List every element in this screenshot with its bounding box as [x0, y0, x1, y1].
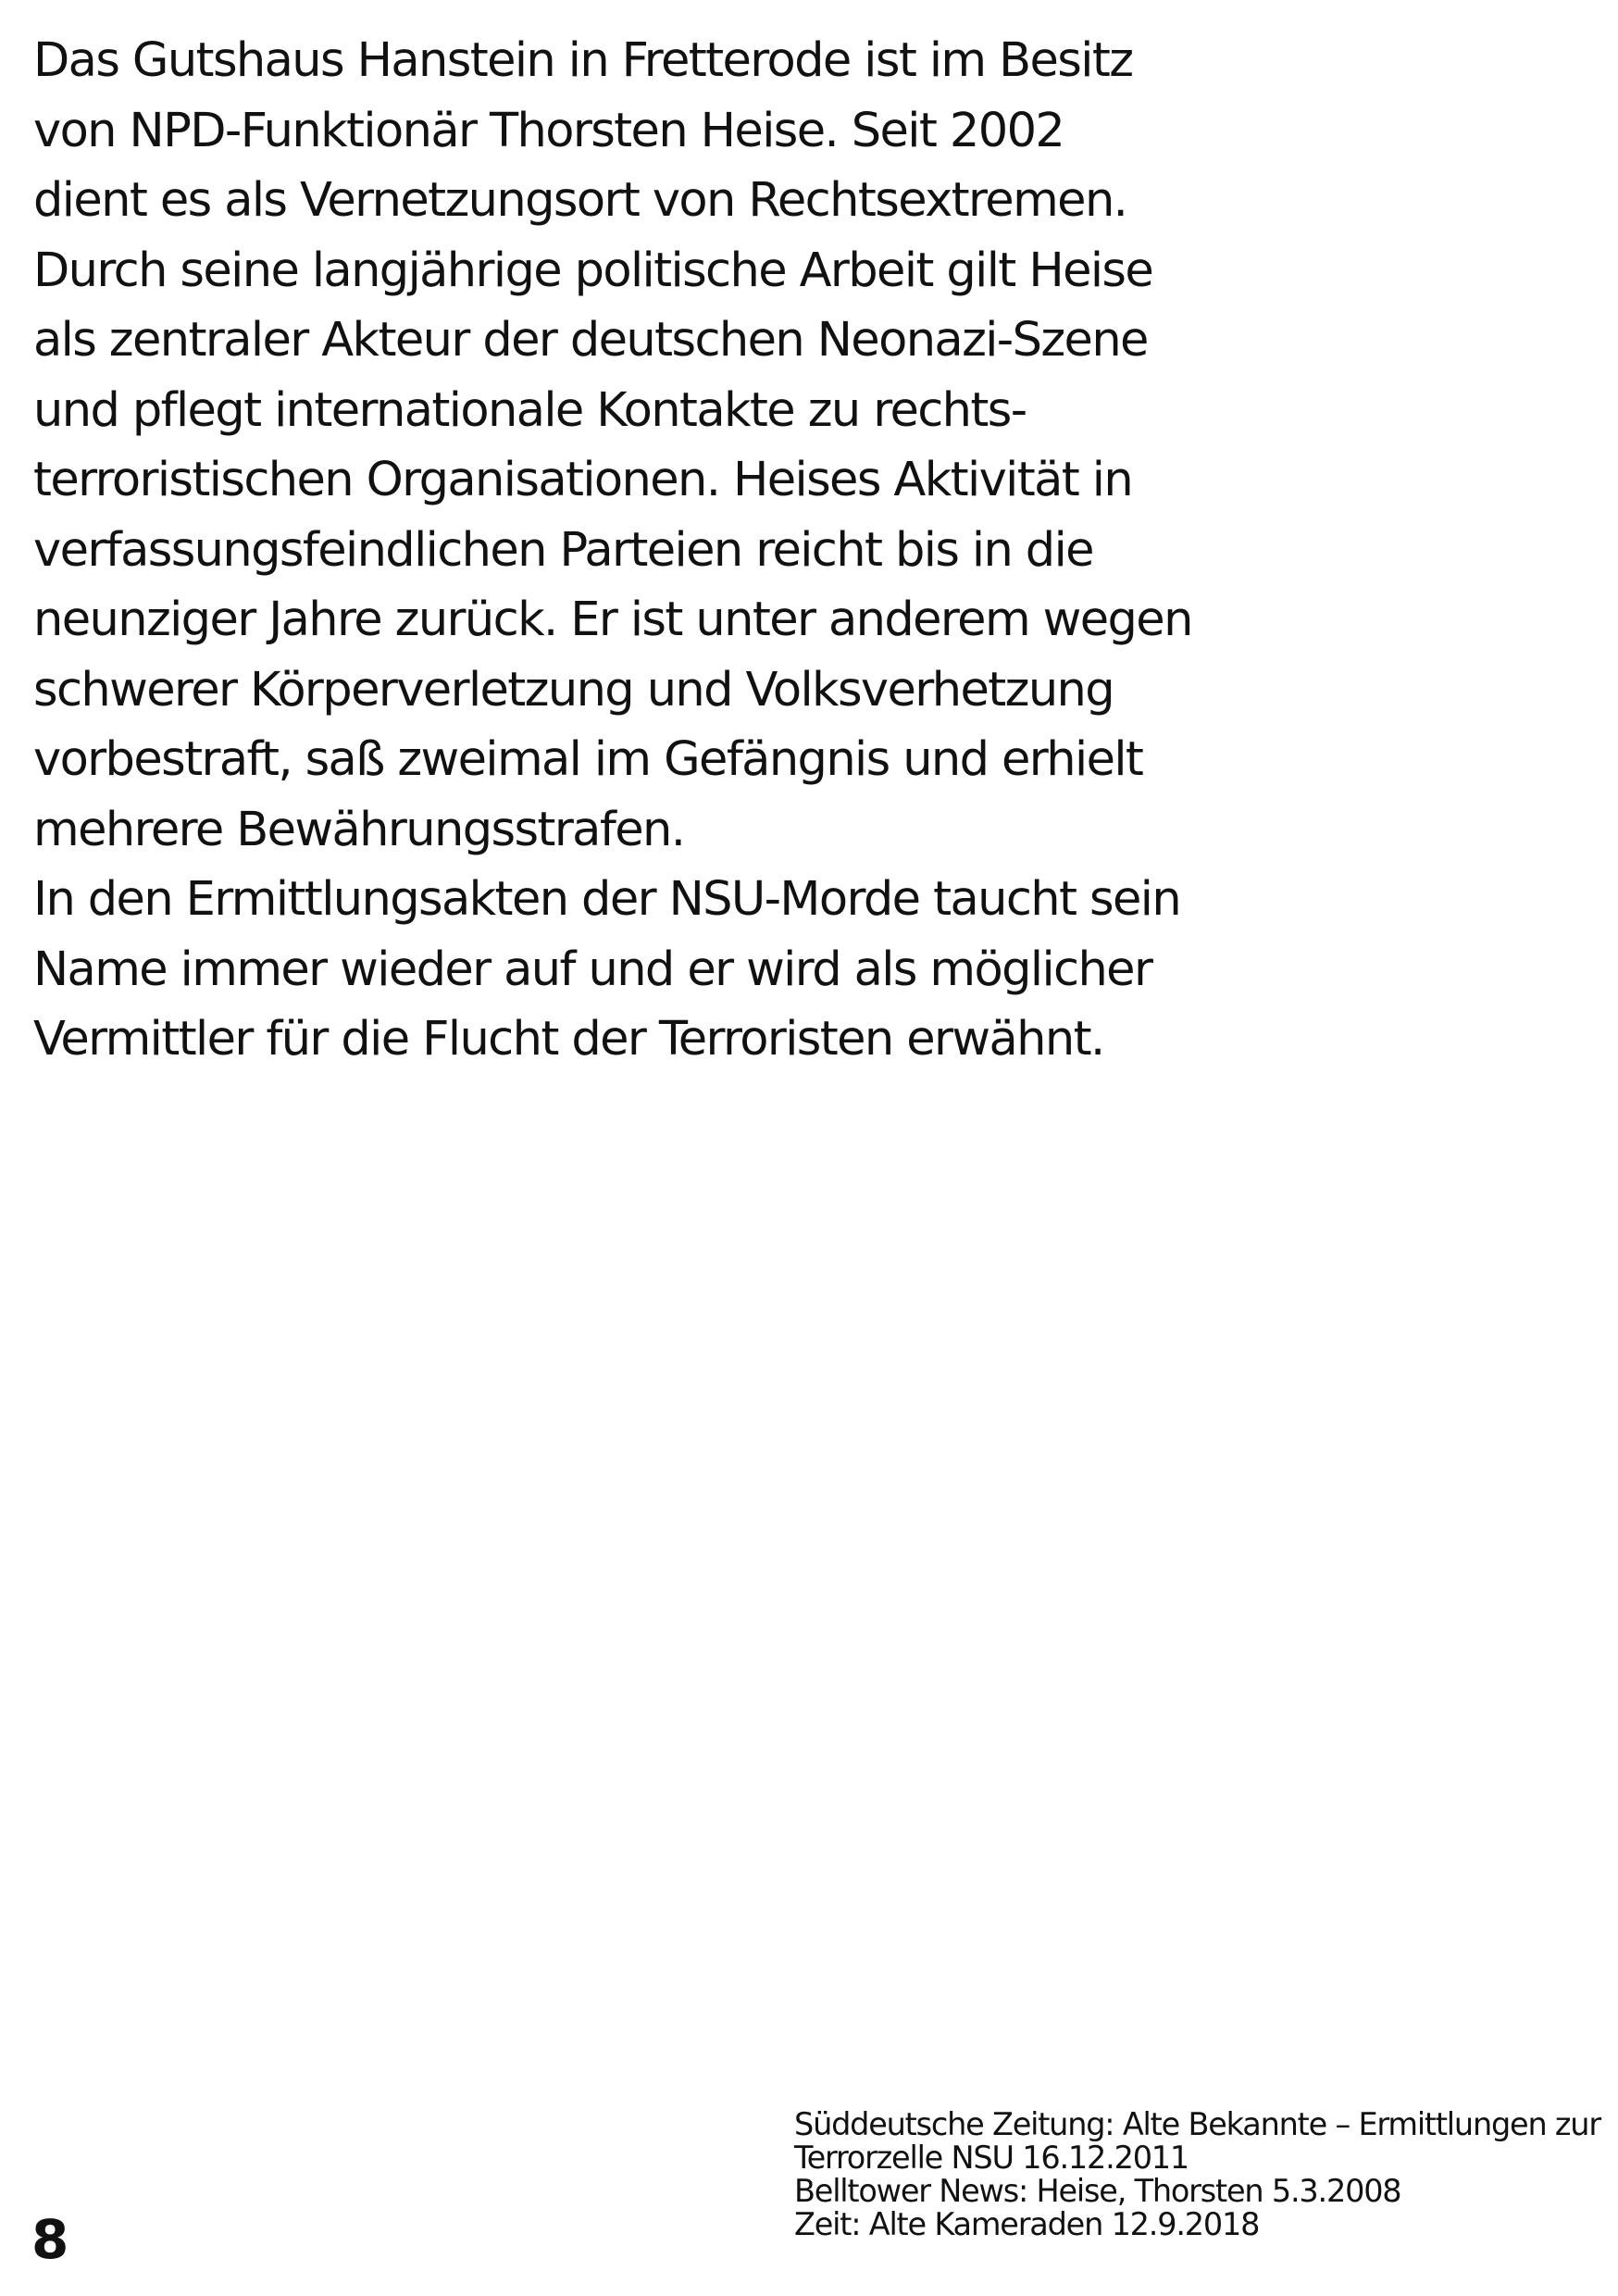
body-line: Das Gutshaus Hanstein in Fretterode ist im Besitz: [33, 33, 1133, 88]
page-number: 8: [31, 2208, 69, 2271]
body-line: neunziger Jahre zurück. Er ist unter anderem wegen: [33, 593, 1192, 647]
body-line: und pflegt internationale Kontakte zu rechts-: [33, 382, 1027, 438]
sources-list: [794, 2108, 1600, 2241]
body-line: verfassungsfeindlichen Parteien reicht bis in die: [33, 522, 1093, 578]
body-line: mehrere Bewährungsstrafen.: [33, 802, 685, 857]
body-line: Durch seine langjährige politische Arbeit gilt Heise: [33, 243, 1153, 298]
body-line: schwerer Körperverletzung und Volksverhetzung: [33, 662, 1114, 718]
source-line: Belltower News: Heise, Thorsten 5.3.2008: [794, 2173, 1401, 2209]
body-line: von NPD-Funktionär Thorsten Heise. Seit 2002: [33, 103, 1064, 158]
body-line: terroristischen Organisationen. Heises Aktivität in: [33, 453, 1133, 507]
body-line: vorbestraft, saß zweimal im Gefängnis und erhielt: [33, 732, 1143, 787]
source-line: Süddeutsche Zeitung: Alte Bekannte – Ermittlungen zur: [794, 2106, 1600, 2142]
body-text: [33, 26, 1192, 1075]
body-line: als zentraler Akteur der deutschen Neonazi-Szene: [33, 313, 1148, 368]
source-line: Terrorzelle NSU 16.12.2011: [794, 2140, 1189, 2176]
source-line: Zeit: Alte Kameraden 12.9.2018: [794, 2206, 1260, 2242]
body-line: Vermittler für die Flucht der Terroristen erwähnt.: [33, 1012, 1104, 1067]
body-line: In den Ermittlungsakten der NSU-Morde taucht sein: [33, 872, 1181, 927]
body-line: dient es als Vernetzungsort von Rechtsextremen.: [33, 173, 1127, 228]
body-line: Name immer wieder auf und er wird als möglicher: [33, 942, 1152, 997]
